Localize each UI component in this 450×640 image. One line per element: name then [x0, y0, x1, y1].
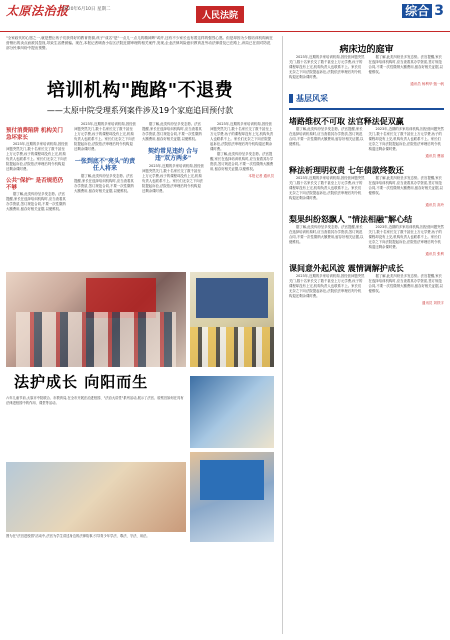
- right-article-4-body: [289, 225, 444, 250]
- tag-bar-shape: [289, 94, 293, 103]
- feature-photo-small-1: [190, 376, 274, 448]
- right-column: [282, 36, 444, 634]
- article-text: 据了解,此类纠纷呈多发态势。法官提醒,家长在选择培训机构时,应当查看其办学资质,签订规范合同,不要一次性缴纳大额费用,留存好相关证据,以便维权。: [74, 174, 134, 193]
- right-article-2-body: [289, 127, 444, 152]
- mini-head-2: 契约常见违约 合与违"双方两多": [147, 148, 199, 162]
- article-text: 据了解,此类纠纷呈多发态势。法官提醒,家长在选择培训机构时,应当查看其办学资质,签订规范合同,不要一次性缴纳大额费用,留存好相关证据,以便维权。: [368, 273, 443, 293]
- newspaper-logo: 太原法治报: [6, 4, 69, 18]
- section-tag-bar: [289, 93, 444, 104]
- article-text: 2023年,近期的多家培训机构,因经营问题突然关门,数十名家长交了数千甚至上万元学费,孩子的课程却没有上完,机构负责人也联系不上。家长们无奈之下向法院提起诉讼,法院依法审理后判令机构退还剩余课时费。: [368, 126, 444, 151]
- article-text: 2023年,近期的多家培训机构,因经营问题突然关门,数十名家长交了数千甚至上万元学费,孩子的课程却没有上完,机构负责人也联系不上。家长们无奈之下向法院提起诉讼,法院依法审理后判令机构退还剩余课时费。: [6, 142, 68, 171]
- mini-head-1: 一张到底不"亮头"的责任人将来: [74, 158, 136, 172]
- article-text: 2023年,近期的多家培训机构,因经营问题突然关门,数十名家长交了数千甚至上万元学费,孩子的课程却没有上完,机构负责人也联系不上。家长们无奈之下向法院提起诉讼,法院依法审理后判令机构退还剩余课时费。: [142, 164, 204, 193]
- right-article-1-body: [289, 55, 444, 80]
- right-article-title-5: 课间意外起风波 震情调解护成长: [289, 263, 404, 273]
- feature-photo-bottom: [6, 462, 186, 532]
- article-text: 据了解,此类纠纷呈多发态势。法官提醒,家长在选择培训机构时,应当查看其办学资质,签订规范合同,不要一次性缴纳大额费用,留存好相关证据,以便维权。: [142, 122, 202, 141]
- right-article-title-2: 堵路维权不可取 法官释法促双赢: [289, 116, 404, 126]
- right-article-3-body: [289, 176, 444, 201]
- main-headline: 培训机构"跑路"不退费: [46, 80, 234, 101]
- section-tag: 人民法院: [196, 6, 244, 23]
- crowd-shape: [190, 327, 274, 367]
- right-signoff-2: 通讯员 曹丽: [425, 153, 444, 158]
- feature-caption-bottom: 图为在"法官进校园"活动中,法官为学生讲述身边的法律故事,引导青少年学法、尊法、守法、用法。: [6, 534, 150, 538]
- article-text: 2023年,近期的多家培训机构,因经营问题突然关门,数十名家长交了数千甚至上万元学费,孩子的课程却没有上完,机构负责人也联系不上。家长们无奈之下向法院提起诉讼,法院依法审理后判令机构退还剩余课时费。: [74, 122, 136, 151]
- students-shape: [16, 312, 176, 367]
- article-text: 据了解,此类纠纷呈多发态势。法官提醒,家长在选择培训机构时,应当查看其办学资质,签订规范合同,不要一次性缴纳大额费用,留存好相关证据,以便维权。: [289, 126, 364, 146]
- section-tag-label: 基层风采: [296, 94, 328, 103]
- page-number: [402, 2, 444, 19]
- right-signoff-3: 通讯员 高玲: [425, 202, 444, 207]
- article-text: 2023年,近期的多家培训机构,因经营问题突然关门,数十名家长交了数千甚至上万元学费,孩子的课程却没有上完,机构负责人也联系不上。家长们无奈之下向法院提起诉讼,法院依法审理后判令机构退还剩余课时费。: [210, 122, 274, 151]
- right-signoff-5: 通讯员 刘铁宇: [421, 300, 444, 305]
- feature-photo-small-2: [190, 452, 274, 542]
- article-text: 2023年,近期的多家培训机构,因经营问题突然关门,数十名家长交了数千甚至上万元学费,孩子的课程却没有上完,机构负责人也联系不上。家长们无奈之下向法院提起诉讼,法院依法审理后判令机构退还剩余课时费。: [289, 55, 365, 79]
- right-signoff-4: 通讯员 张利: [425, 251, 444, 256]
- article-text: 据了解,此类纠纷呈多发态势。法官提醒,家长在选择培训机构时,应当查看其办学资质,签订规范合同,不要一次性缴纳大额费用,留存好相关证据,以便维权。: [210, 152, 274, 171]
- feature-photo-main: [6, 272, 186, 367]
- article-text: 2023年,近期的多家培训机构,因经营问题突然关门,数十名家长交了数千甚至上万元学费,孩子的课程却没有上完,机构负责人也联系不上。家长们无奈之下向法院提起诉讼,法院依法审理后判令机构退还剩余课时费。: [289, 273, 365, 298]
- right-article-title-4: 梨果纠纷怒飘人 "情法相融"解心结: [289, 214, 413, 224]
- article-text: 2023年,近期的多家培训机构,因经营问题突然关门,数十名家长交了数千甚至上万元学费,孩子的课程却没有上完,机构负责人也联系不上。家长们无奈之下向法院提起诉讼,法院依法审理后判令机构退还剩余课时费。: [368, 224, 444, 249]
- article-text: 据了解,此类纠纷呈多发态势。法官提醒,家长在选择培训机构时,应当查看其办学资质,签订规范合同,不要一次性缴纳大额费用,留存好相关证据,以便维权。: [368, 175, 443, 195]
- article-text: 据了解,此类纠纷呈多发态势。法官提醒,家长在选择培训机构时,应当查看其办学资质,签订规范合同,不要一次性缴纳大额费用,留存好相关证据,以便维权。: [289, 224, 364, 244]
- feature-caption-top: 六年儿童节前,太原市中院联合、市教育局,在全市开展法治进校园、"法治大讲堂"系列活动,展示了法官、检察官如何在具有法律进校园中的作用、课堂等活动。: [6, 396, 184, 405]
- feature-title: 法护成长 向阳而生: [14, 373, 149, 391]
- board-shape: [196, 278, 268, 318]
- article-text: 2023年,近期的多家培训机构,因经营问题突然关门,数十名家长交了数千甚至上万元学费,孩子的课程却没有上完,机构负责人也联系不上。家长们无奈之下向法院提起诉讼,法院依法审理后判令机构退还剩余课时费。: [289, 175, 365, 200]
- masthead: [0, 0, 450, 32]
- article-signoff: 本报记者 通讯员: [248, 174, 274, 178]
- feature-photo-side: [190, 272, 274, 367]
- lead-intro: "全家政代的心愿之一,就是想让孩子们获得好的教育资源,孩子"成名"是"一点儿一点儿的精神辉"或许,还有不少家长也有着这样的强烈心愿。但是却因为少数培训机构疯狂营销出的卖点而被其忽视,导致生活费被骗。现在,本报记者调查小店区法院近期审理的相关案件,发现,企业法律风险意识教育及劳动法律普及已在路上,该局已在面对防范部分民事纠纷中提出预警。: [6, 36, 273, 50]
- sidebox-title-2: 公共"保护" 是否规范仍不够: [6, 178, 64, 191]
- left-column: [6, 36, 274, 634]
- page-label: 综合: [402, 4, 432, 18]
- page-number-value: 3: [434, 3, 444, 19]
- right-article-title-1: 病床边的庭审: [339, 45, 394, 55]
- sidebox-title-1: 预付消费陷阱 机构关门急坏家长: [6, 128, 63, 141]
- right-signoff-1: 通讯员 杨利华 甄一帆: [410, 82, 444, 86]
- photo-feature: [6, 272, 274, 632]
- divider: [289, 108, 444, 110]
- main-subhead: ——太原中院受理系列案件涉及19个家庭追回预付款: [46, 106, 234, 115]
- right-article-title-3: 释法析理明权责 七年债款终数还: [289, 165, 404, 175]
- article-text: 据了解,此类纠纷呈多发态势。法官提醒,家长在选择培训机构时,应当查看其办学资质,签订规范合同,不要一次性缴纳大额费用,留存好相关证据,以便维权。: [368, 55, 443, 74]
- screen-shape: [200, 460, 264, 500]
- right-article-5-body: [289, 274, 444, 299]
- article-text: 据了解,此类纠纷呈多发态势。法官提醒,家长在选择培训机构时,应当查看其办学资质,签订规范合同,不要一次性缴纳大额费用,留存好相关证据,以便维权。: [6, 192, 66, 211]
- dateline: 2020年6月10日 星期二: [62, 7, 111, 12]
